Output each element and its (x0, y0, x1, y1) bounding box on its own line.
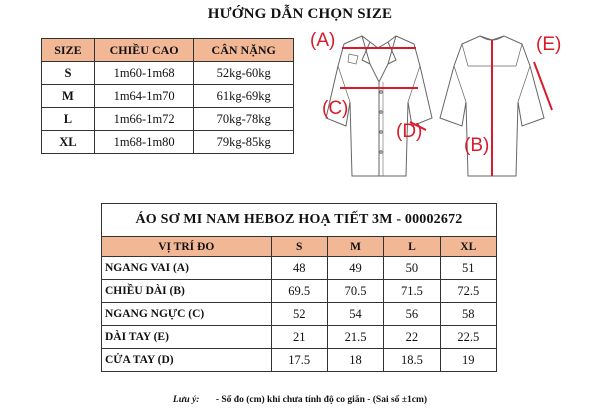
height-cell: 1m68-1m80 (94, 131, 194, 154)
size-column-header: SIZE (42, 39, 95, 62)
label-e: (E) (536, 34, 562, 55)
label-c: (C) (322, 98, 349, 119)
size-s-header: S (271, 237, 327, 257)
size-chart-table (41, 38, 294, 154)
value-cell: 18.5 (384, 349, 440, 372)
value-cell: 49 (327, 257, 383, 280)
weight-cell: 61kg-69kg (194, 85, 294, 108)
shirt-measurement-diagram (296, 26, 596, 194)
size-m-header: M (327, 237, 383, 257)
label-a: (A) (310, 30, 336, 51)
size-cell: S (42, 62, 95, 85)
height-column-header: CHIỀU CAO (94, 39, 194, 62)
note-text: - Số đo (cm) khi chưa tính độ co giãn - (Sai số ±1cm) (215, 395, 428, 405)
value-cell: 52 (271, 303, 327, 326)
size-cell: XL (42, 131, 95, 154)
product-title-row (102, 204, 497, 237)
weight-cell: 70kg-78kg (194, 108, 294, 131)
footnote (0, 395, 600, 405)
position-label: NGANG VAI (A) (102, 257, 272, 280)
position-label: DÀI TAY (E) (102, 326, 272, 349)
value-cell: 72.5 (440, 280, 496, 303)
table-row (42, 62, 294, 85)
size-xl-header: XL (440, 237, 496, 257)
height-cell: 1m64-1m70 (94, 85, 194, 108)
height-cell: 1m66-1m72 (94, 108, 194, 131)
size-table-header-row (42, 39, 294, 62)
value-cell: 48 (271, 257, 327, 280)
page-title: HƯỚNG DẪN CHỌN SIZE (207, 6, 393, 22)
table-row (102, 303, 497, 326)
label-d: (D) (396, 121, 423, 142)
note-label: Lưu ý: (172, 395, 200, 405)
value-cell: 22 (384, 326, 440, 349)
height-cell: 1m60-1m68 (94, 62, 194, 85)
value-cell: 70.5 (327, 280, 383, 303)
value-cell: 17.5 (271, 349, 327, 372)
product-title: ÁO SƠ MI NAM HEBOZ HOẠ TIẾT 3M - 00002672 (102, 204, 497, 237)
table-row (102, 257, 497, 280)
value-cell: 58 (440, 303, 496, 326)
position-label: NGANG NGỰC (C) (102, 303, 272, 326)
table-row (42, 85, 294, 108)
weight-column-header: CÂN NẶNG (194, 39, 294, 62)
value-cell: 22.5 (440, 326, 496, 349)
table-row (102, 280, 497, 303)
size-cell: M (42, 85, 95, 108)
value-cell: 71.5 (384, 280, 440, 303)
weight-cell: 79kg-85kg (194, 131, 294, 154)
table-row (102, 326, 497, 349)
value-cell: 69.5 (271, 280, 327, 303)
measurement-table (101, 203, 497, 372)
label-b: (B) (464, 135, 490, 156)
weight-cell: 52kg-60kg (194, 62, 294, 85)
value-cell: 21.5 (327, 326, 383, 349)
table-row (42, 108, 294, 131)
value-cell: 21 (271, 326, 327, 349)
table-row (42, 131, 294, 154)
position-label: CHIỀU DÀI (B) (102, 280, 272, 303)
value-cell: 50 (384, 257, 440, 280)
measurement-header-row (102, 237, 497, 257)
position-label: CỬA TAY (D) (102, 349, 272, 372)
table-row (102, 349, 497, 372)
value-cell: 54 (327, 303, 383, 326)
value-cell: 51 (440, 257, 496, 280)
value-cell: 56 (384, 303, 440, 326)
value-cell: 18 (327, 349, 383, 372)
size-l-header: L (384, 237, 440, 257)
size-cell: L (42, 108, 95, 131)
position-column-header: VỊ TRÍ ĐO (102, 237, 272, 257)
value-cell: 19 (440, 349, 496, 372)
